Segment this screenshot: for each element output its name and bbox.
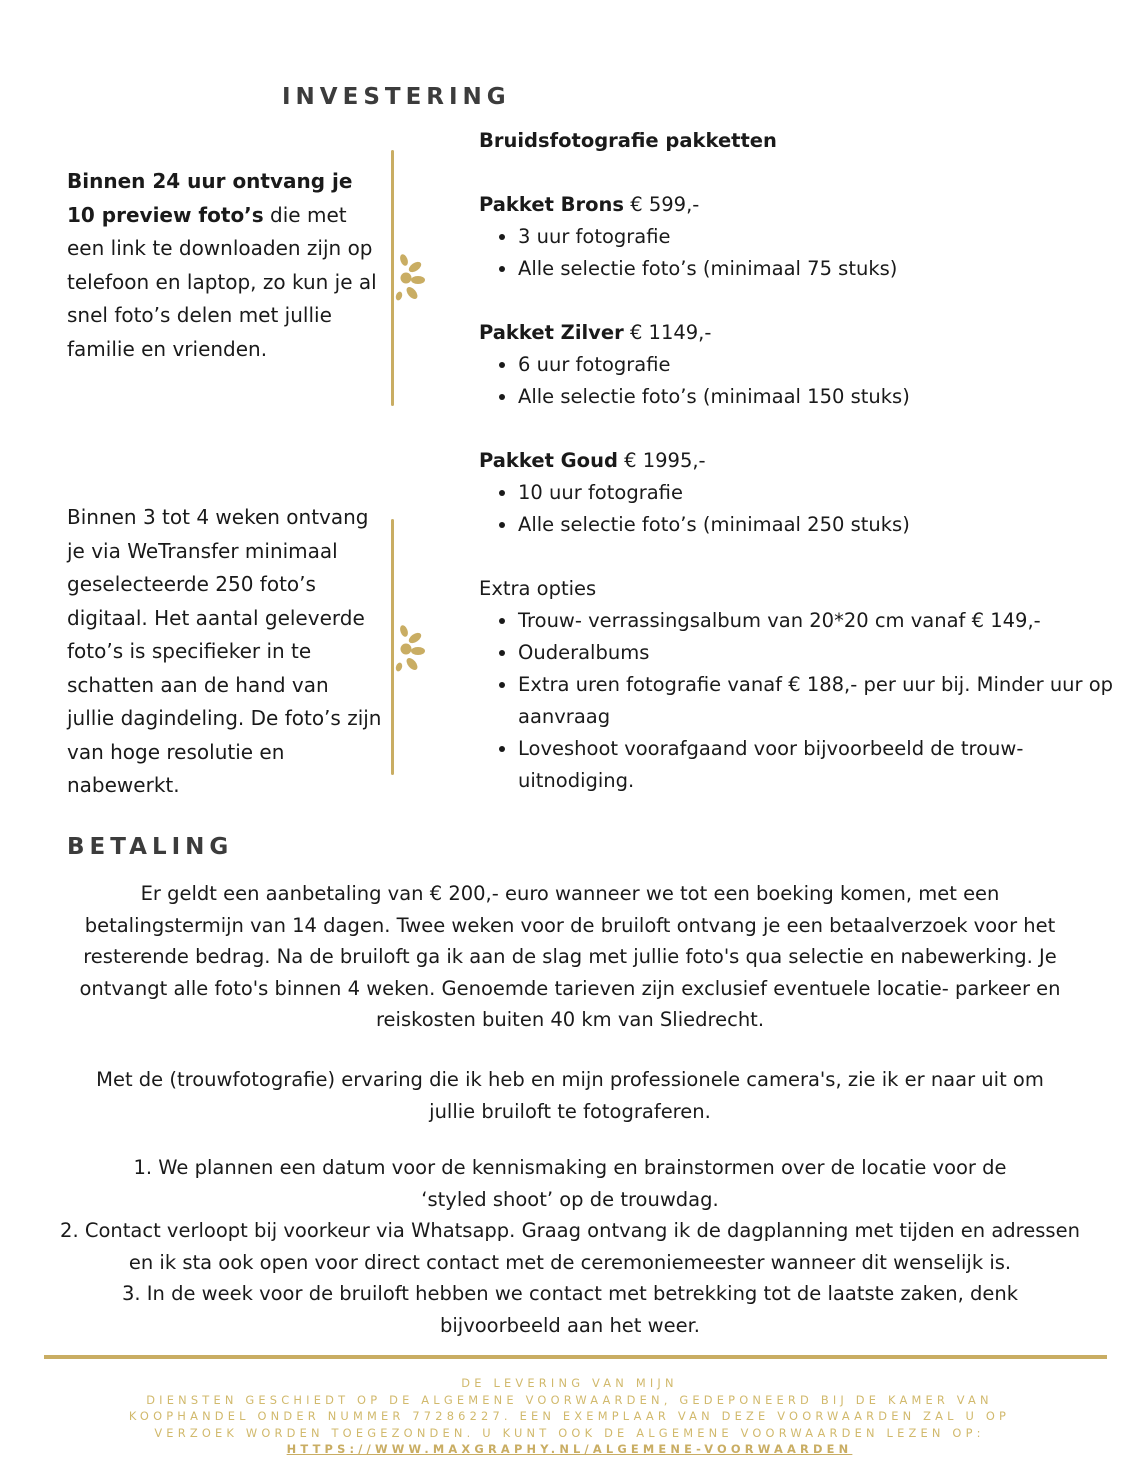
flower-icon: [384, 248, 428, 308]
list-item: • Trouw- verrassingsalbum van 20*20 cm vanaf € 149,-: [518, 605, 1129, 637]
package-features: [479, 221, 1129, 285]
package-price: € 1995,-: [617, 449, 706, 472]
package-name: Pakket Zilver: [479, 321, 624, 344]
preview-text: [67, 165, 387, 366]
package-goud: [479, 445, 1129, 477]
extra-options-list: [479, 605, 1129, 797]
experience-text: Met de (trouwfotografie) ervaring die ik heb en mijn professionele camera's, zie ik er naar uit om jullie bruiloft te fotograferen.: [96, 1068, 1044, 1123]
list-item: 3. In de week voor de bruiloft hebben we contact met betrekking tot de laatste zaken, denk bijvoorbeeld aan het weer.: [121, 1282, 1019, 1337]
betaling-heading: BETALING: [67, 834, 234, 860]
package-price: € 599,-: [624, 193, 700, 216]
extra-options-title: Extra opties: [479, 577, 597, 600]
list-item: • Alle selectie foto’s (minimaal 150 stuks): [518, 381, 1129, 413]
footer-divider: [44, 1355, 1107, 1359]
packages-section: [479, 125, 1129, 797]
package-name: Pakket Goud: [479, 449, 618, 472]
list-item: • 10 uur fotografie: [518, 477, 1129, 509]
delivery-text: Binnen 3 tot 4 weken ontvang je via WeTransfer minimaal geselecteerde 250 foto’s digitaal. Het aantal geleverde foto’s is specifieker in te schatten aan de hand van jullie dagindeling. De foto’s zijn van hoge resolutie en nabewerkt.: [67, 505, 382, 797]
list-item: 2. Contact verloopt bij voorkeur via Whatsapp. Graag ontvang ik de dagplanning met tijden en adressen en ik sta ook open voor direct contact met de ceremoniemeester wanneer dit wenselijk is.: [60, 1219, 1080, 1274]
list-item: • Alle selectie foto’s (minimaal 250 stuks): [518, 509, 1129, 541]
terms-link[interactable]: HTTPS://WWW.MAXGRAPHY.NL/ALGEMENE-VOORWAARDEN: [286, 1442, 853, 1456]
footer-text: [0, 1375, 1139, 1458]
package-price: € 1149,-: [623, 321, 712, 344]
package-features: [479, 349, 1129, 413]
package-brons: [479, 189, 1129, 221]
list-item: • Extra uren fotografie vanaf € 188,- per uur bij. Minder uur op aanvraag: [518, 669, 1129, 733]
list-item: • 6 uur fotografie: [518, 349, 1129, 381]
list-item: • Loveshoot voorafgaand voor bijvoorbeeld de trouw-uitnodiging.: [518, 733, 1038, 797]
preview-text-bold: Binnen 24 uur ontvang je 10 preview foto’s: [67, 169, 353, 227]
flower-icon: [384, 619, 428, 679]
list-item: 1. We plannen een datum voor de kennismaking en brainstormen over de locatie voor de ‘styled shoot’ op de trouwdag.: [133, 1156, 1007, 1211]
package-name: Pakket Brons: [479, 193, 625, 216]
footer-line2: DIENSTEN GESCHIEDT OP DE ALGEMENE VOORWAARDEN, GEDEPONEERD BIJ DE KAMER VAN KOOPHANDEL ONDER NUMMER 77286227. EEN EXEMPLAAR VAN DEZE VOORWAARDEN ZAL U OP VERZOEK WORDEN TOEGEZONDEN. U KUNT OOK DE ALGEMENE VOORWAARDEN LEZEN OP:: [128, 1392, 1011, 1440]
list-item: • 3 uur fotografie: [518, 221, 1129, 253]
list-item: • Alle selectie foto’s (minimaal 75 stuks): [518, 253, 1129, 285]
package-zilver: [479, 317, 1129, 349]
payment-text: Er geldt een aanbetaling van € 200,- euro wanneer we tot een boeking komen, met een betalingstermijn van 14 dagen. Twee weken voor de bruiloft ontvang je een betaalverzoek voor het resterende bedrag. Na de bruiloft ga ik aan de slag met jullie foto's qua selectie en nabewerking. Je ontvangt alle foto's binnen 4 weken. Genoemde tarieven zijn exclusief eventuele locatie- parkeer en reiskosten buiten 40 km van Sliedrecht.: [79, 882, 1061, 1031]
package-features: [479, 477, 1129, 541]
list-item: • Ouderalbums: [518, 637, 1129, 669]
steps-list: [58, 1152, 1082, 1341]
preview-text-rest: die met een link te downloaden zijn op telefoon en laptop, zo kun je al snel foto’s delen met jullie familie en vrienden.: [67, 202, 377, 361]
investering-heading: INVESTERING: [282, 84, 511, 110]
packages-title: Bruidsfotografie pakketten: [479, 129, 777, 152]
footer-line1: DE LEVERING VAN MIJN: [461, 1376, 678, 1390]
